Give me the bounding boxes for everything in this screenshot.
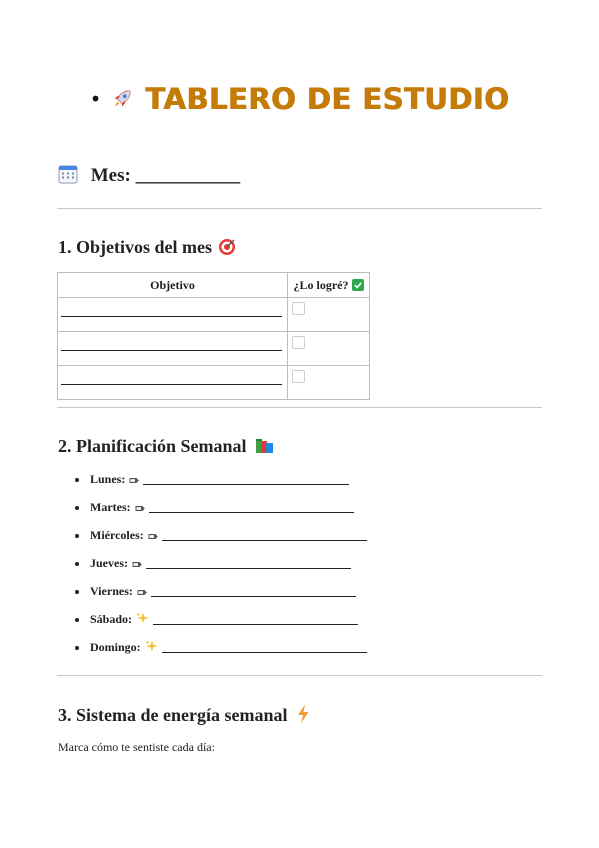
bullet <box>75 646 79 650</box>
objective-cell[interactable] <box>58 366 288 400</box>
list-item <box>75 610 367 638</box>
day-label: Sábado: <box>90 612 133 626</box>
calendar-icon <box>58 164 78 184</box>
day-label: Lunes: <box>90 472 126 486</box>
bullet <box>75 506 79 510</box>
day-input-line[interactable] <box>162 652 367 653</box>
pencil-icon <box>137 589 147 596</box>
section-heading-objectives <box>58 237 236 258</box>
goals-table <box>57 272 370 400</box>
list-item <box>75 526 367 554</box>
day-input-line[interactable] <box>149 512 354 513</box>
bullet <box>75 590 79 594</box>
section-heading-weekly <box>58 436 275 457</box>
green-check-icon <box>352 279 364 291</box>
table-row <box>58 366 370 400</box>
books-icon <box>255 437 275 455</box>
list-item <box>75 498 367 526</box>
table-header-row <box>58 273 370 298</box>
fill-line <box>61 316 282 317</box>
day-input-line[interactable] <box>146 568 351 569</box>
divider <box>57 208 542 209</box>
section-heading-text: 3. Sistema de energía semanal <box>58 705 288 725</box>
day-label: Viernes: <box>90 584 133 598</box>
pencil-icon <box>135 505 145 512</box>
energy-instruction: Marca cómo te sentiste cada día: <box>58 740 215 754</box>
day-label: Jueves: <box>90 556 128 570</box>
fill-line <box>61 350 282 351</box>
list-item <box>75 470 367 498</box>
day-input-line[interactable] <box>143 484 349 485</box>
section-heading-text: 2. Planificación Semanal <box>58 436 247 456</box>
target-icon <box>218 238 236 256</box>
day-label: Miércoles: <box>90 528 144 542</box>
list-item <box>75 638 367 666</box>
column-header-objective: Objetivo <box>58 273 288 298</box>
month-label: Mes: ___________ <box>90 165 241 186</box>
column-header-achieved-label: ¿Lo logré? <box>293 277 349 292</box>
checkbox[interactable] <box>292 370 305 383</box>
achieved-cell <box>288 366 370 400</box>
sparkles-icon <box>145 640 158 652</box>
column-header-achieved <box>288 273 370 298</box>
divider <box>57 407 542 408</box>
section-heading-energy <box>58 704 310 726</box>
achieved-cell <box>288 332 370 366</box>
sparkles-icon <box>136 612 149 624</box>
list-item <box>75 582 367 610</box>
bullet <box>75 478 79 482</box>
day-input-line[interactable] <box>162 540 367 541</box>
achieved-cell <box>288 298 370 332</box>
objective-cell[interactable] <box>58 298 288 332</box>
day-input-line[interactable] <box>153 624 358 625</box>
day-label: Martes: <box>90 500 131 514</box>
objective-cell[interactable] <box>58 332 288 366</box>
days-list <box>75 470 367 666</box>
table-row <box>58 298 370 332</box>
title-bullet: • <box>89 87 102 111</box>
bullet <box>75 618 79 622</box>
lightning-icon <box>296 704 310 724</box>
checkbox[interactable] <box>292 336 305 349</box>
section-heading-text: 1. Objetivos del mes <box>58 237 212 257</box>
day-input-line[interactable] <box>151 596 356 597</box>
page-title: TABLERO DE ESTUDIO <box>145 82 510 116</box>
rocket-icon <box>111 88 133 110</box>
month-row <box>58 164 240 187</box>
pencil-icon <box>148 533 158 540</box>
title-row <box>0 82 599 116</box>
bullet <box>75 562 79 566</box>
day-label: Domingo: <box>90 640 141 654</box>
bullet <box>75 534 79 538</box>
pencil-icon <box>129 477 139 484</box>
list-item <box>75 554 367 582</box>
pencil-icon <box>132 561 142 568</box>
checkbox[interactable] <box>292 302 305 315</box>
table-row <box>58 332 370 366</box>
divider <box>57 675 542 676</box>
fill-line <box>61 384 282 385</box>
